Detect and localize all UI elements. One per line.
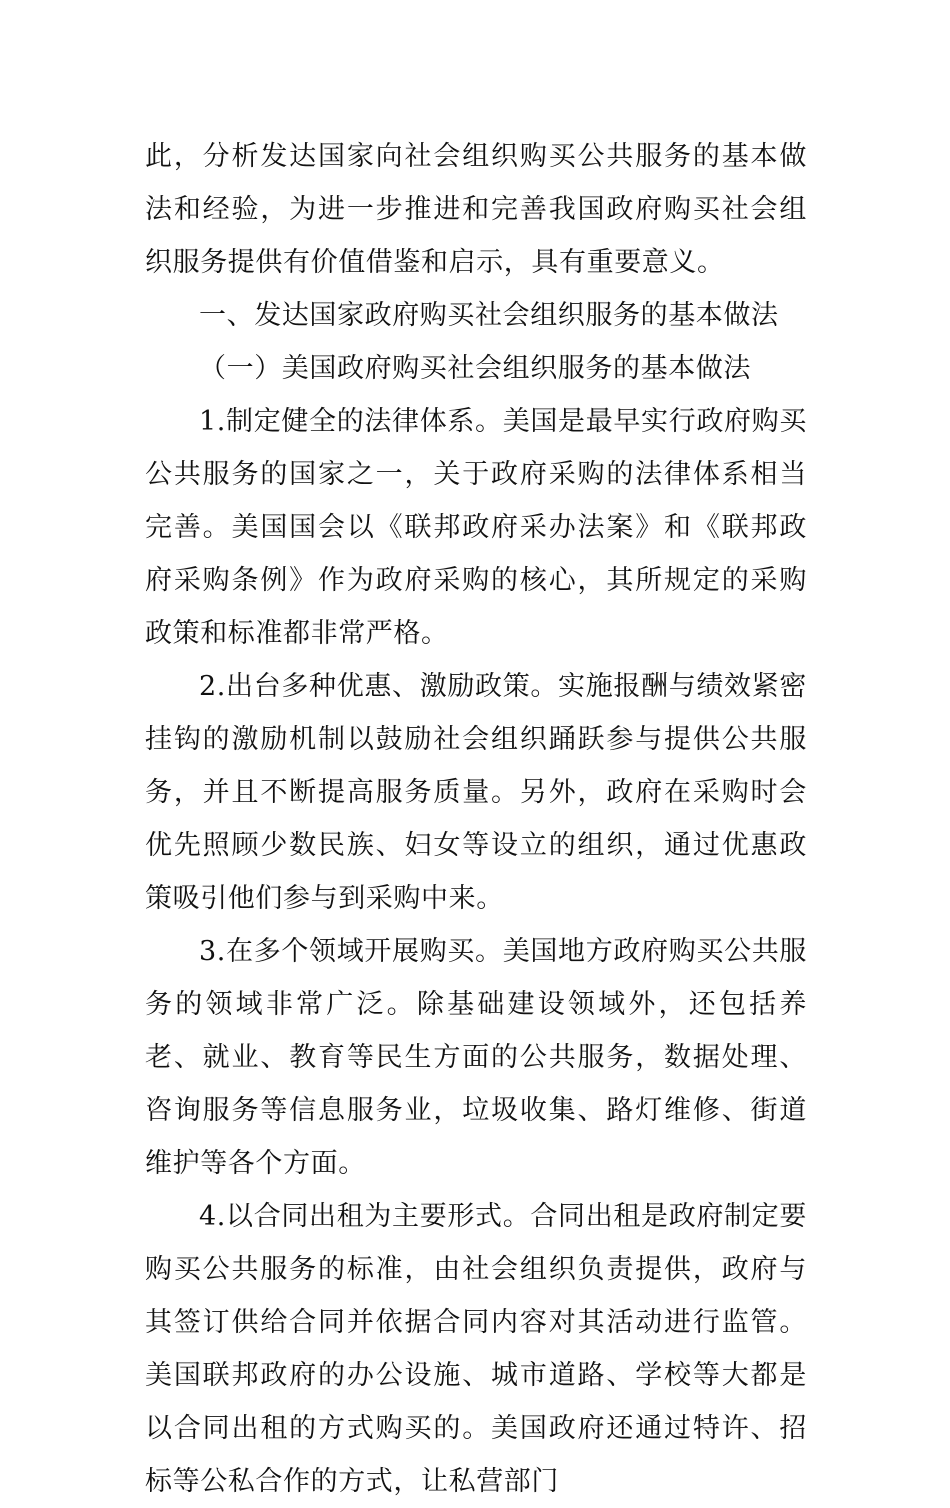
paragraph-item-4: 4.以合同出租为主要形式。合同出租是政府制定要购买公共服务的标准，由社会组织负责提供，政府与其签订供给合同并依据合同内容对其活动进行监管。美国联邦政府的办公设施、城市道路、学校等大都是以合同出租的方式购买的。美国政府还通过特许、招标等公私合作的方式，让私营部门 (145, 1201, 807, 1497)
document-body (145, 130, 807, 1508)
paragraph-intro-continued: 此，分析发达国家向社会组织购买公共服务的基本做法和经验，为进一步推进和完善我国政府购买社会组织服务提供有价值借鉴和启示，具有重要意义。 (145, 141, 807, 278)
paragraph-item-2: 2.出台多种优惠、激励政策。实施报酬与绩效紧密挂钩的激励机制以鼓励社会组织踊跃参与提供公共服务，并且不断提高服务质量。另外，政府在采购时会优先照顾少数民族、妇女等设立的组织，通过优惠政策吸引他们参与到采购中来。 (145, 671, 807, 914)
paragraph-item-3: 3.在多个领域开展购买。美国地方政府购买公共服务的领域非常广泛。除基础建设领域外，还包括养老、就业、教育等民生方面的公共服务，数据处理、咨询服务等信息服务业，垃圾收集、路灯维修、街道维护等各个方面。 (145, 936, 807, 1179)
paragraph-item-1: 1.制定健全的法律体系。美国是最早实行政府购买公共服务的国家之一，关于政府采购的法律体系相当完善。美国国会以《联邦政府采办法案》和《联邦政府采购条例》作为政府采购的核心，其所规定的采购政策和标准都非常严格。 (145, 406, 807, 649)
section-heading: 一、发达国家政府购买社会组织服务的基本做法 (199, 300, 779, 331)
subsection-heading: （一）美国政府购买社会组织服务的基本做法 (199, 353, 751, 384)
